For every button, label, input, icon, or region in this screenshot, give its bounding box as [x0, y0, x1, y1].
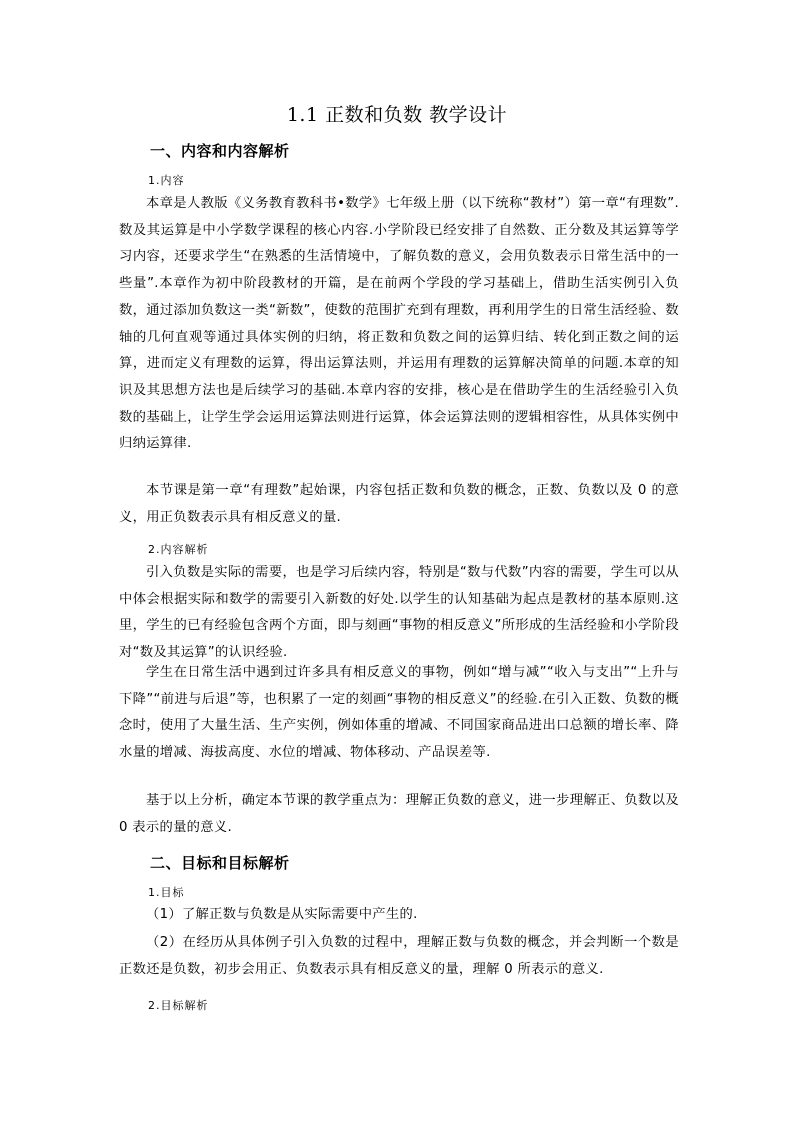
goal-item-2: （2）在经历从具体例子引入负数的过程中，理解正数与负数的概念，并会判断一个数是正数还是负数，初步会用正、负数表示具有相反意义的量，理解 0 所表示的意义. — [119, 935, 679, 977]
section-heading-goals: 二、目标和目标解析 — [150, 854, 290, 872]
paragraph-why-negatives: 引入负数是实际的需要，也是学习后续内容，特别是“数与代数”内容的需要，学生可以从中体会根据实际和数学的需要引入新数的好处.以学生的认知基础为起点是教材的基本原则.这里，学生的已有经验包含两个方面，即与刻画“事物的相反意义”所形成的生活经验和小学阶段对“数及其运算”的认识经验. — [119, 565, 679, 661]
paragraph-lesson-scope: 本节课是第一章“有理数”起始课，内容包括正数和负数的概念，正数、负数以及 0 的意义，用正负数表示具有相反意义的量. — [119, 483, 679, 525]
section-heading-content: 一、内容和内容解析 — [150, 142, 290, 160]
goal-item-1: （1）了解正数与负数是从实际需要中产生的. — [146, 907, 418, 922]
subheading-content-analysis: 2.内容解析 — [148, 543, 209, 556]
paragraph-chapter-intro: 本章是人教版《义务教育教科书•数学》七年级上册（以下统称“教材”）第一章“有理数”.数及其运算是中小学数学课程的核心内容.小学阶段已经安排了自然数、正分数及其运算等学习内容，还要求学生“在熟悉的生活情境中，了解负数的意义，会用负数表示日常生活中的一些量”.本章作为初中阶段教材的开篇，是在前两个学段的学习基础上，借助生活实例引入负数，通过添加负数这一类“新数”，使数的范围扩充到有理数，再利用学生的日常生活经验、数轴的几何直观等通过具体实例的归纳，将正数和负数之间的运算归结、转化到正数之间的运算，进而定义有理数的运算，得出运算法则，并运用有理数的运算解决简单的问题.本章的知识及其思想方法也是后续学习的基础.本章内容的安排，核心是在借助学生的生活经验引入负数的基础上，让学生学会运用运算法则进行运算，体会运算法则的逻辑相容性，从具体实例中归纳运算律. — [119, 196, 679, 452]
page-title: 1.1 正数和负数 教学设计 — [286, 104, 508, 126]
subheading-goals: 1.目标 — [148, 886, 185, 899]
paragraph-teaching-focus: 基于以上分析，确定本节课的教学重点为：理解正负数的意义，进一步理解正、负数以及 0 表示的量的意义. — [119, 793, 679, 835]
paragraph-life-experience: 学生在日常生活中遇到过许多具有相反意义的事物，例如“增与减”“收入与支出”“上升与下降”“前进与后退”等，也积累了一定的刻画“事物的相反意义”的经验.在引入正数、负数的概念时，使用了大量生活、生产实例，例如体重的增减、不同国家商品进出口总额的增长率、降水量的增减、海拔高度、水位的增减、物体移动、产品误差等. — [119, 665, 679, 761]
subheading-goals-analysis: 2.目标解析 — [148, 999, 209, 1012]
subheading-content: 1.内容 — [148, 174, 185, 187]
